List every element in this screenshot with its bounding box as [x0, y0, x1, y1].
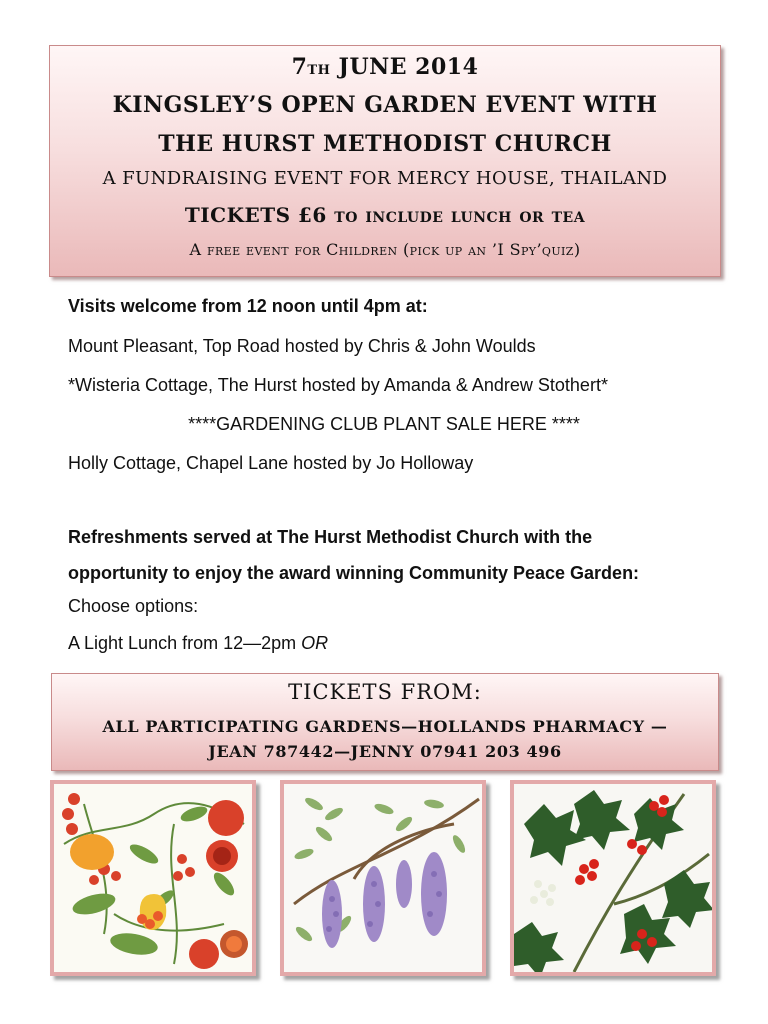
- holly-picture-frame: [510, 780, 716, 976]
- fundraising-subtitle: A FUNDRAISING EVENT FOR MERCY HOUSE, THAILAND: [102, 168, 668, 189]
- date-rest: JUNE 2014: [330, 54, 479, 80]
- children-note: A free event for Children (pick up an ’I Spy’quiz): [189, 240, 581, 259]
- holly-illustration-icon: [514, 784, 712, 972]
- tickets-price-line: [50, 203, 720, 227]
- wisteria-picture-frame: [280, 780, 486, 976]
- garden-wisteria-cottage: *Wisteria Cottage, The Hurst hosted by Amanda & Andrew Stothert*: [68, 375, 608, 395]
- date-day: 7: [291, 54, 308, 80]
- tomato-illustration-icon: [54, 784, 252, 972]
- plant-sale-note: ****GARDENING CLUB PLANT SALE HERE ****: [188, 414, 580, 434]
- refreshments-line-2: opportunity to enjoy the award winning Community Peace Garden:: [68, 563, 640, 583]
- tickets-outlets-line-2: JEAN 787442—JENNY 07941 203 496: [208, 742, 562, 761]
- tickets-box: [51, 673, 719, 771]
- tickets-heading: TICKETS FROM:: [288, 680, 482, 704]
- light-lunch-text: A Light Lunch from 12—2pm: [68, 633, 302, 653]
- choose-options: Choose options:: [68, 596, 199, 616]
- date-suffix: th: [307, 58, 331, 79]
- tickets-include: to include lunch or tea: [326, 203, 586, 227]
- header-box: [49, 45, 721, 277]
- title-line-1: KINGSLEY’S OPEN GARDEN EVENT WITH: [112, 92, 658, 118]
- garden-mount-pleasant: Mount Pleasant, Top Road hosted by Chris & John Woulds: [68, 336, 536, 356]
- tickets-price: TICKETS £6: [184, 203, 327, 227]
- wisteria-illustration-icon: [284, 784, 482, 972]
- title-line-2: THE HURST METHODIST CHURCH: [158, 131, 612, 157]
- light-lunch-or: OR: [301, 633, 329, 653]
- light-lunch: [68, 633, 328, 654]
- tickets-outlets-line-1: ALL PARTICIPATING GARDENS—HOLLANDS PHARMACY —: [102, 717, 668, 736]
- visits-intro: Visits welcome from 12 noon until 4pm at:: [68, 296, 428, 316]
- event-date: [50, 54, 720, 80]
- tomato-picture-frame: [50, 780, 256, 976]
- refreshments-line-1: Refreshments served at The Hurst Methodist Church with the: [68, 527, 593, 547]
- garden-holly-cottage: Holly Cottage, Chapel Lane hosted by Jo Holloway: [68, 453, 474, 473]
